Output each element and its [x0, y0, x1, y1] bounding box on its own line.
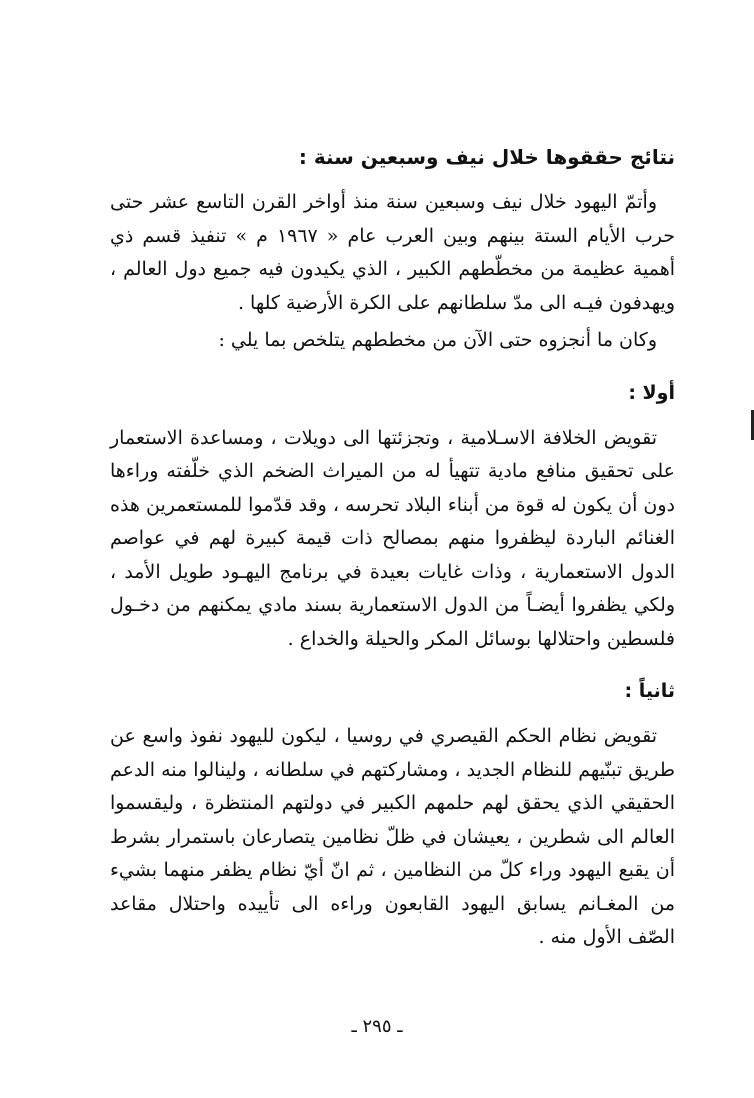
intro-paragraph: وأتمّ اليهود خلال نيف وسبعين سنة منذ أواخر القرن التاسع عشر حتى حرب الأيام الستة بينهم وبين العرب عام « ١٩٦٧ م » تنفيذ قسم ذي أهمية عظيمة من مخطّطهم الكبير ، الذي يكيدون فيه جميع دول العالم ، ويهدفون فيـه الى مدّ سلطانهم على الكرة الأرضية كلها . [110, 191, 676, 314]
section-2-paragraph: تقويض نظام الحكم القيصري في روسيا ، ليكون لليهود نفوذ واسع عن طريق تبنّيهم للنظام الجديد ، ومشاركتهم في سلطانه ، ولينالوا منه الدعم الحقيقي الذي يحقق لهم حلمهم الكبير في دولتهم المنتظرة ، وليقسموا العالم الى شطرين ، يعيشان في ظلّ نظامين يتصارعان باستمرار بشرط أن يقبع اليهود وراء كلّ من النظامين ، ثم انّ أيّ نظام يظفر منهما بشيء من المغـانم يسابق اليهود القابعون وراءه الى تأييده واحتلال مقاعد الصّف الأول منه . [110, 725, 675, 948]
section-1-paragraph: تقويض الخلافة الاسـلامية ، وتجزئتها الى دويلات ، ومساعدة الاستعمار على تحقيق منافع مادية تتهيأ له من الميراث الضخم الذي خلّفته وراءها دون أن يكون له قوة من أبناء البلاد تحرسه ، وقد قدّموا للمستعمرين هذه الغنائم الباردة ليظفروا منهم بمصالح ذات قيمة كبيرة لهم في عواصم الدول الاستعمارية ، وذات غايات بعيدة في برنامج اليهـود طويل الأمد ، ولكي يظفروا أيضـاً من الدول الاستعمارية بسند مادي يمكنهم من دخـول فلسطين واحتلالها بوسائل المكر والحيلة والخداع . [110, 426, 675, 650]
chapter-heading: نتائج حققوها خلال نيف وسبعين سنة : [298, 145, 675, 169]
section-2-title: ثانياً : [624, 680, 675, 702]
page-body [110, 140, 675, 955]
section-1-title: أولا : [628, 381, 675, 404]
summary-line: وكان ما أنجزوه حتى الآن من مخططهم يتلخص بما يلي : [218, 329, 657, 351]
page-number: ـ ٢٩٥ ـ [351, 1016, 403, 1037]
